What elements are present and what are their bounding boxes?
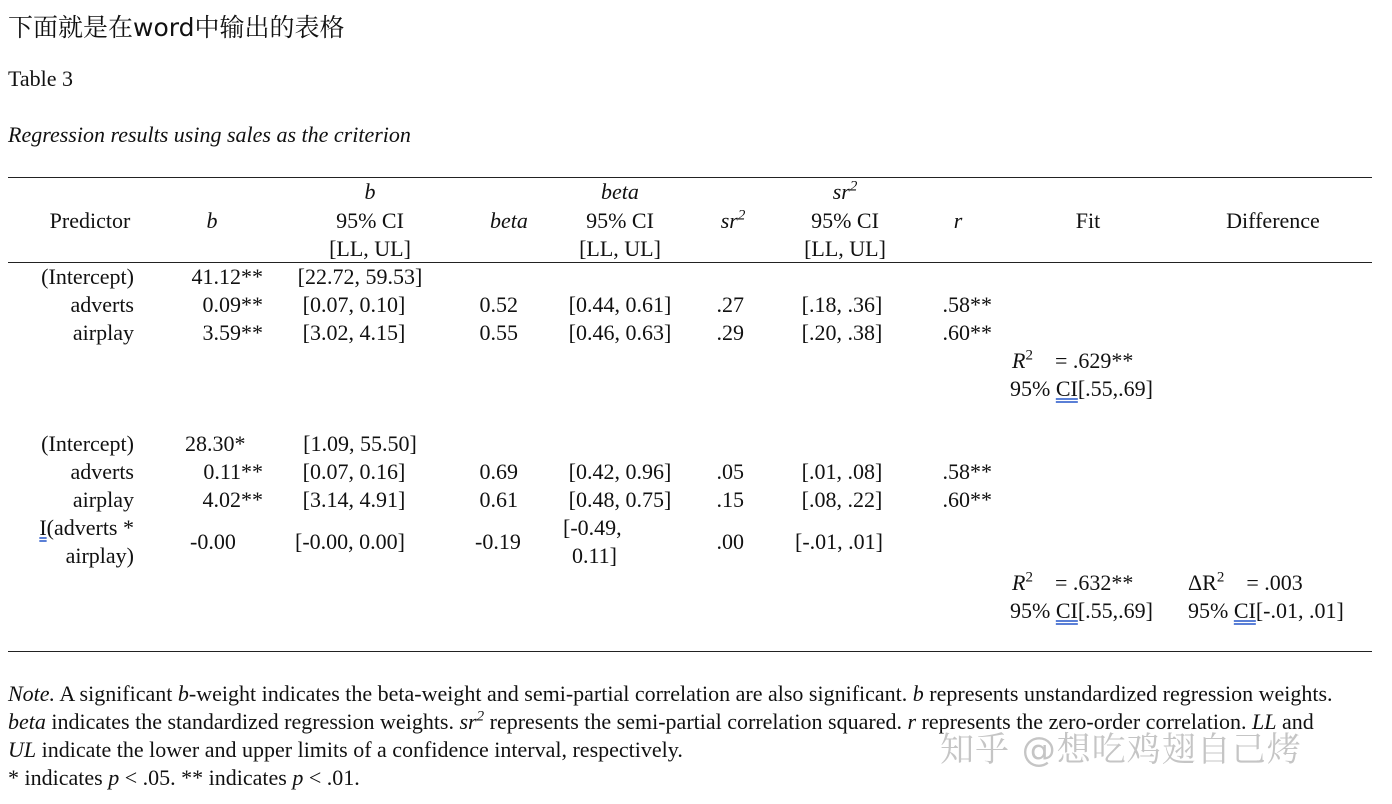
fit-r2-ci: 95% CI[.55,.69]: [1010, 598, 1153, 623]
table-row-sr2-ci: [.20, .38]: [801, 320, 883, 345]
table-row-b: 41.12**: [191, 264, 263, 289]
table-number: Table 3: [8, 66, 74, 91]
table-row-b-ci: [0.07, 0.10]: [302, 292, 406, 317]
table-row-r: .58**: [942, 292, 992, 317]
table-row-b: 0.09**: [202, 292, 263, 317]
table-row-r: .58**: [942, 459, 992, 484]
note-significance: * indicates p < .05. ** indicates p < .01.: [8, 765, 360, 790]
fit-r2-value: $R^2 = .632**$: [1012, 569, 1134, 595]
table-row-sr2: .27: [716, 292, 744, 317]
table-row-predictor: (Intercept): [41, 264, 134, 289]
watermark: 知乎 @想吃鸡翅自己烤: [940, 730, 1302, 770]
table-row-sr2: .29: [716, 320, 744, 345]
header-sr2-ci-mid: 95% CI: [811, 208, 879, 233]
difference-delta-r2-ci: 95% CI[-.01, .01]: [1188, 598, 1344, 623]
header-difference: Difference: [1226, 208, 1320, 233]
table-row-predictor: airplay: [72, 487, 134, 512]
header-b-ci-mid: 95% CI: [336, 208, 404, 233]
header-beta: beta: [490, 208, 528, 233]
table-row-sr2-ci: [-.01, .01]: [795, 529, 883, 554]
table-row-b: 3.59**: [202, 320, 263, 345]
table-row-sr2: .15: [716, 487, 744, 512]
table-row-beta-ci: [0.42, 0.96]: [568, 459, 672, 484]
header-r: r: [953, 208, 963, 233]
table-row-b-ci: [-0.00, 0.00]: [295, 529, 405, 554]
table-row-b: -0.00: [190, 529, 236, 554]
header-beta-ci-top: beta: [601, 179, 639, 204]
table-row-beta: 0.55: [479, 320, 518, 345]
table-row-beta-ci: [0.48, 0.75]: [568, 487, 672, 512]
table-row-predictor: adverts: [70, 292, 134, 317]
table-row-beta: 0.69: [479, 459, 518, 484]
table-bottom-rule: [8, 651, 1372, 652]
table-row-predictor: airplay: [72, 320, 134, 345]
table-row-r: .60**: [942, 320, 992, 345]
header-b-ci-top: b: [364, 179, 376, 204]
table-row-b: 28.30*: [185, 431, 246, 456]
header-beta-ci-bottom: [LL, UL]: [579, 236, 661, 261]
page-heading: 下面就是在word中输出的表格: [8, 13, 345, 42]
table-row-beta: 0.61: [479, 487, 518, 512]
header-predictor: Predictor: [49, 208, 131, 233]
table-row-sr2-ci: [.18, .36]: [801, 292, 883, 317]
header-b: b: [206, 208, 218, 233]
table-row-b-ci: [3.02, 4.15]: [302, 320, 406, 345]
header-beta-ci-mid: 95% CI: [586, 208, 654, 233]
header-sr2-ci-bottom: [LL, UL]: [804, 236, 886, 261]
table-row-r: .60**: [942, 487, 992, 512]
table-row-sr2: .00: [716, 529, 744, 554]
table-row-sr2-ci: [.08, .22]: [801, 487, 883, 512]
table-row-predictor: adverts: [70, 459, 134, 484]
table-row-b-ci: [1.09, 55.50]: [303, 431, 417, 456]
header-sr2: $sr^2$: [720, 207, 746, 233]
table-caption: Regression results using sales as the criterion: [8, 122, 411, 147]
table-row-predictor-interaction-line2: airplay): [65, 543, 134, 568]
table-row-beta: -0.19: [475, 529, 521, 554]
table-row-b-ci: [3.14, 4.91]: [302, 487, 406, 512]
table-row-b: 0.11**: [203, 459, 263, 484]
note-paragraph: Note. A significant b-weight indicates the beta-weight and semi-partial correlation are also significant. b represents unstandardized regression weights. beta indicates the standardized regression weights. $sr^2$ represents the semi-partial correlation squared. r represents the zero-order correlation. LL and UL indicate the lower and upper limits of a confidence interval, respectively.: [8, 681, 1333, 762]
table-row-predictor-interaction-line1: I(adverts *: [39, 515, 134, 540]
table-row-sr2: .05: [716, 459, 744, 484]
fit-r2-ci: 95% CI[.55,.69]: [1010, 376, 1153, 401]
fit-r2-value: $R^2 = .629**$: [1012, 347, 1134, 373]
header-sr2-ci-top: $sr^2$: [832, 178, 858, 204]
table-row-b-ci: [22.72, 59.53]: [297, 264, 423, 289]
header-fit: Fit: [1075, 208, 1101, 233]
table-row-beta: 0.52: [479, 292, 518, 317]
table-row-beta-ci-line1: [-0.49,: [563, 515, 622, 540]
header-b-ci-bottom: [LL, UL]: [329, 236, 411, 261]
table-row-beta-ci: [0.46, 0.63]: [568, 320, 672, 345]
table-row-sr2-ci: [.01, .08]: [801, 459, 883, 484]
table-row-beta-ci: [0.44, 0.61]: [568, 292, 672, 317]
table-row-b-ci: [0.07, 0.16]: [302, 459, 406, 484]
table-row-predictor: (Intercept): [41, 431, 134, 456]
table-row-b: 4.02**: [202, 487, 263, 512]
table-row-beta-ci-line2: 0.11]: [572, 543, 618, 568]
difference-delta-r2-value: $\Delta R^2 = .003$: [1188, 569, 1303, 595]
